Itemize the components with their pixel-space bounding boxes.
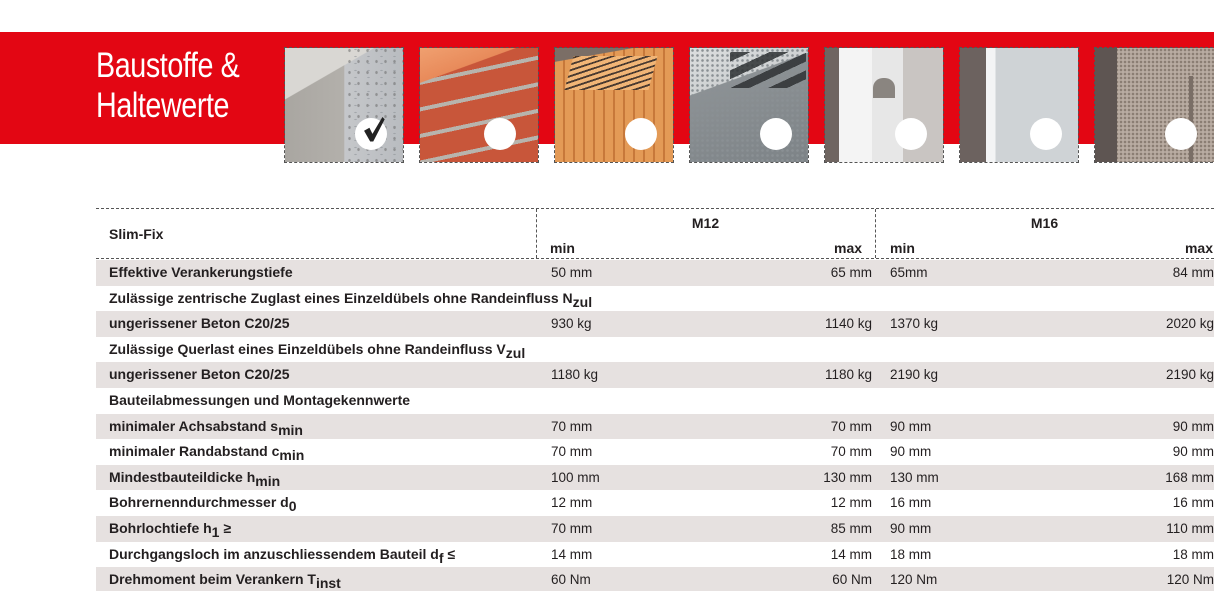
cell-m12max: 70 mm [830,444,872,460]
m16-min-header: min [890,240,915,256]
row-label [109,315,290,335]
material-beton[interactable] [284,47,404,163]
material-ziegel[interactable] [419,47,539,163]
row-label-text: Zulässige zentrische Zuglast eines Einzeldübels ohne Randeinfluss N [109,289,573,306]
row-label-text: minimaler Achsabstand s [109,417,279,434]
table-row [96,286,1214,312]
product-name: Slim-Fix [109,226,164,242]
wood-board-image [1095,48,1214,162]
cell-m12min: 12 mm [551,495,593,511]
specs-table [96,208,1214,591]
material-selector [0,47,1214,163]
group-m12: M12 [691,215,720,231]
title-line-2: Haltewerte [96,86,230,125]
table-row [96,567,1214,591]
row-label [109,520,231,540]
table-row [96,516,1214,542]
table-row [96,260,1214,286]
table-row [96,311,1214,337]
aerated-concrete-image [825,48,943,162]
row-label-subscript: min [255,472,281,489]
table-row [96,439,1214,465]
m16-max-header: max [1184,240,1213,256]
row-label [109,494,297,514]
table-row [96,362,1214,388]
cell-m16max: 90 mm [1172,444,1214,460]
row-label-subscript: min [278,421,303,438]
cell-m16min: 90 mm [890,418,932,434]
row-label-text: Bohrernenndurchmesser d [109,494,289,511]
circle-icon [1030,118,1062,150]
row-label [109,264,293,284]
cell-m12max: 1140 kg [824,316,872,332]
cell-m16min: 2190 kg [890,367,939,383]
cell-m16min: 65mm [890,265,928,280]
row-label-subscript: min [279,447,305,464]
row-label [109,290,592,310]
cell-m16max: 168 mm [1165,469,1214,485]
cell-m12min: 930 kg [551,316,592,332]
row-label-text: Bauteilabmessungen und Montagekennwerte [109,391,411,408]
row-label-suffix: ≥ [219,519,232,536]
cell-m12min: 1180 kg [551,367,599,383]
row-label-text: ungerissener Beton C20/25 [109,366,290,383]
row-label [109,418,303,438]
cell-m16min: 1370 kg [890,316,939,332]
material-leichtbeton[interactable] [689,47,809,163]
cell-m12min: 50 mm [551,265,593,280]
row-label-subscript: zul [572,293,593,310]
cell-m12max: 65 mm [830,265,872,280]
cell-m12max: 14 mm [830,546,872,562]
row-label-subscript: inst [315,575,341,591]
row-label-subscript: f [438,549,444,566]
row-label [109,392,410,412]
perforated-brick-image [555,48,673,162]
row-label [109,366,290,386]
circle-icon [625,118,657,150]
cell-m16min: 90 mm [890,520,932,536]
row-label [109,469,280,489]
row-label-text: Bohrlochtiefe h [109,519,212,536]
cell-m16max: 16 mm [1172,495,1214,511]
lightweight-block-image [690,48,808,162]
table-header [96,208,1214,259]
row-label-subscript: 1 [211,523,220,540]
cell-m12min: 60 Nm [551,572,591,588]
table-body [96,260,1214,591]
cell-m16max: 90 mm [1172,418,1214,434]
cell-m12max: 60 Nm [832,572,872,588]
row-label-text: Zulässige Querlast eines Einzeldübels ohne Randeinfluss V [109,340,506,357]
row-label-subscript: 0 [288,498,297,515]
circle-icon [1165,118,1197,150]
table-row [96,414,1214,440]
cell-m12min: 70 mm [551,444,593,460]
circle-icon [895,118,927,150]
m12-min-header: min [550,240,575,256]
plasterboard-image [960,48,1078,162]
row-label-text: Drehmoment beim Verankern T [109,571,316,588]
m12-max-header: max [834,240,863,256]
row-label-suffix: ≤ [443,545,456,562]
cell-m12min: 14 mm [551,546,593,562]
row-label-text: Durchgangsloch im anzuschliessendem Bauteil d [109,545,439,562]
table-row [96,388,1214,414]
check-circle-icon [355,118,387,150]
cell-m16max: 120 Nm [1166,572,1214,588]
cell-m12max: 85 mm [830,520,872,536]
table-row [96,465,1214,491]
cell-m12max: 1180 kg [824,367,872,383]
cell-m16min: 16 mm [890,495,932,511]
row-label [109,341,525,361]
material-hochlochziegel[interactable] [554,47,674,163]
brick-image [420,48,538,162]
table-row [96,490,1214,516]
group-m16: M16 [1030,215,1059,231]
row-label-text: minimaler Randabstand c [109,443,280,460]
row-label-text: ungerissener Beton C20/25 [109,315,290,332]
cell-m16max: 2190 kg [1165,367,1214,383]
table-row [96,542,1214,568]
cell-m16min: 130 mm [890,469,939,485]
cell-m12max: 70 mm [830,418,872,434]
cell-m12min: 70 mm [551,520,593,536]
row-label-text: Effektive Verankerungstiefe [109,264,293,280]
cell-m16max: 110 mm [1166,520,1214,536]
cell-m16min: 18 mm [890,546,932,562]
cell-m16max: 2020 kg [1165,316,1214,332]
title-line-1: Baustoffe & [96,46,240,85]
cell-m16min: 90 mm [890,444,932,460]
cell-m12min: 100 mm [551,469,600,485]
row-label [109,443,304,463]
row-label-text: Mindestbauteildicke h [109,468,256,485]
row-label [109,546,455,566]
cell-m12max: 130 mm [823,469,872,485]
cell-m16min: 120 Nm [890,572,938,588]
cell-m12max: 12 mm [830,495,872,511]
cell-m16max: 18 mm [1172,546,1214,562]
circle-icon [760,118,792,150]
material-gipsplatte[interactable] [959,47,1079,163]
row-label [109,571,341,591]
table-row [96,337,1214,363]
material-porenbeton[interactable] [824,47,944,163]
cell-m16max: 84 mm [1172,265,1214,280]
row-label-subscript: zul [505,344,526,361]
cell-m12min: 70 mm [551,418,593,434]
circle-icon [484,118,516,150]
material-holzplatte[interactable] [1094,47,1214,163]
